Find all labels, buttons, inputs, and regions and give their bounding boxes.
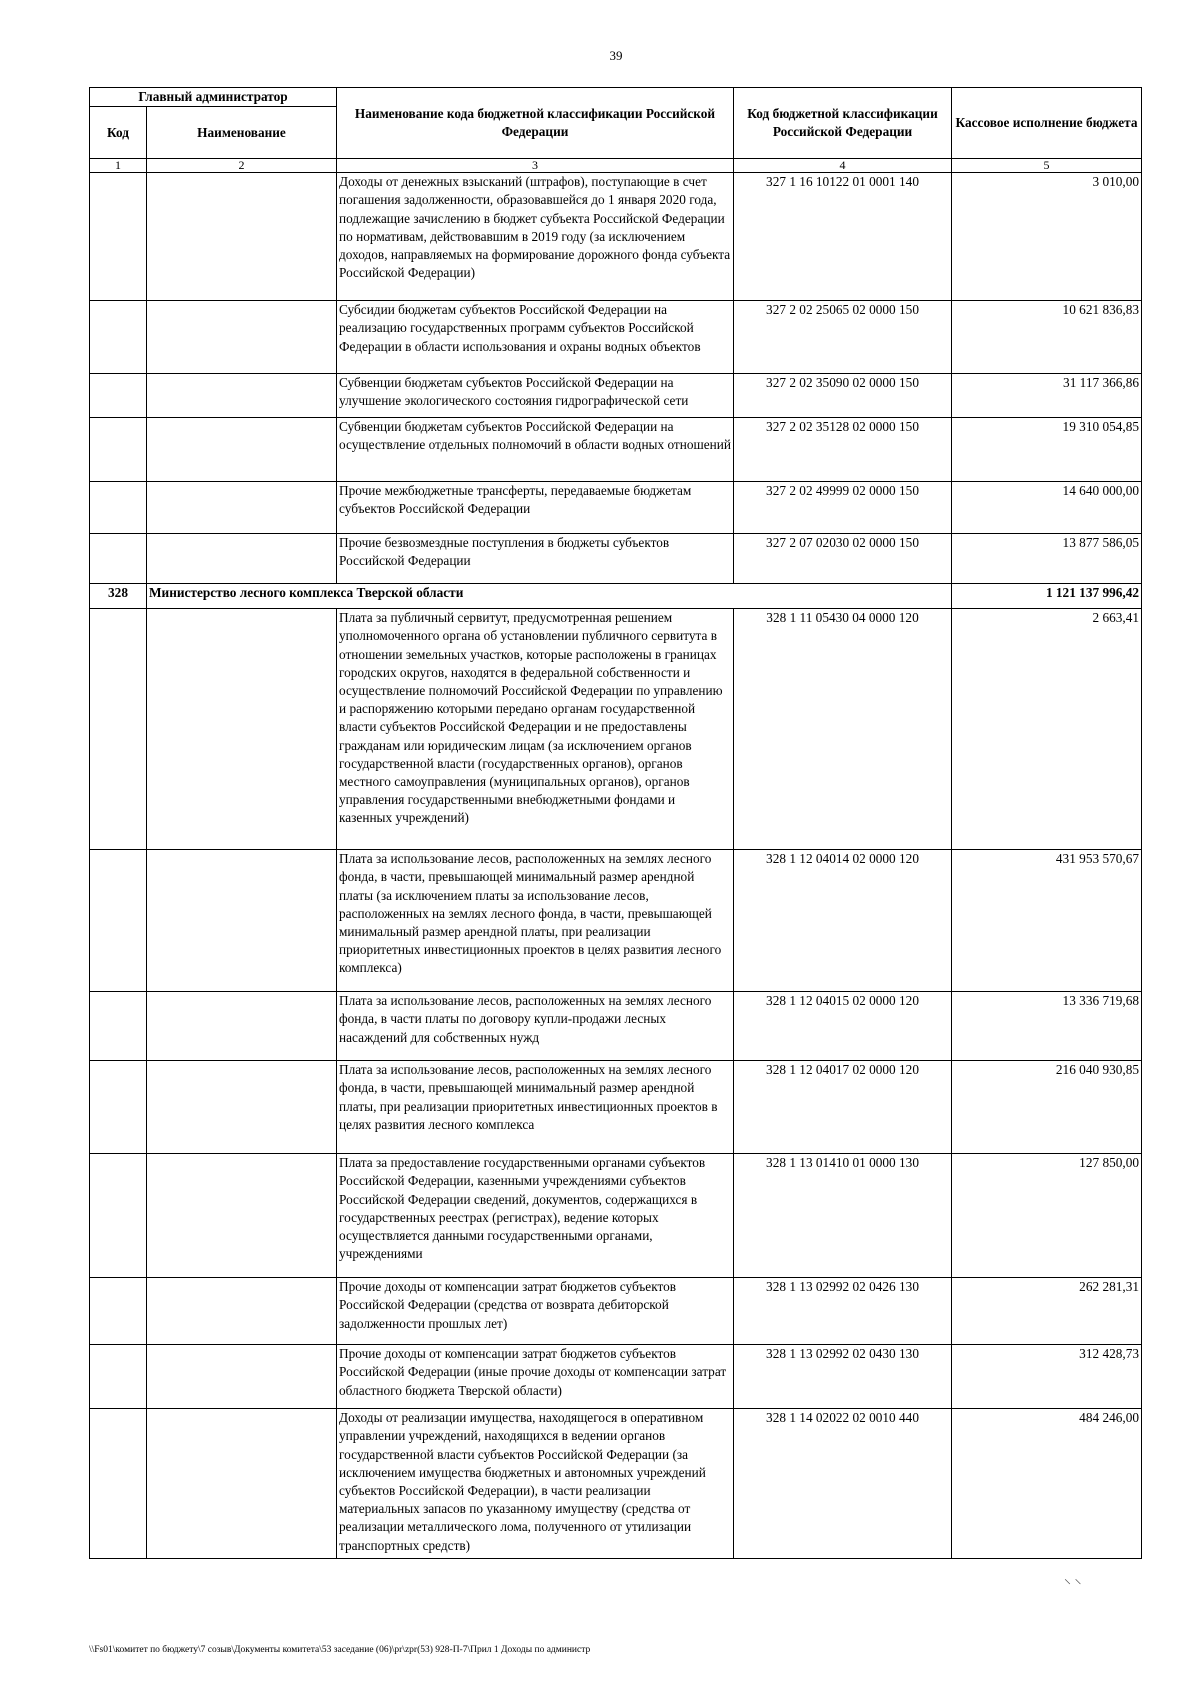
row-classification-code: 328 1 12 04014 02 0000 120 <box>734 850 952 992</box>
row-amount: 216 040 930,85 <box>952 1061 1142 1154</box>
table-row <box>90 1345 1142 1409</box>
column-number: 3 <box>337 159 734 173</box>
section-code: 328 <box>90 584 147 609</box>
section-name: Министерство лесного комплекса Тверской области <box>147 584 734 609</box>
row-description: Субсидии бюджетам субъектов Российской Федерации на реализацию государственных программ субъектов Российской Федерации в области использования и охраны водных объектов <box>337 301 734 374</box>
header-classification-code: Код бюджетной классификации Российской Федерации <box>734 88 952 159</box>
table-row <box>90 301 1142 374</box>
column-number: 1 <box>90 159 147 173</box>
row-amount: 13 877 586,05 <box>952 534 1142 584</box>
row-classification-code: 327 2 02 35128 02 0000 150 <box>734 418 952 482</box>
table-row <box>90 1409 1142 1559</box>
scan-artifact: ⸌ ⸌ <box>1064 1578 1082 1593</box>
column-number: 4 <box>734 159 952 173</box>
table-row <box>90 482 1142 534</box>
revenue-table <box>89 87 1142 1559</box>
section-total: 1 121 137 996,42 <box>952 584 1142 609</box>
row-amount: 13 336 719,68 <box>952 992 1142 1061</box>
row-description: Доходы от денежных взысканий (штрафов), поступающие в счет погашения задолженности, образовавшейся до 1 января 2020 года, подлежащие зачислению в бюджет субъекта Российской Федерации по нормативам, действовавшим в 2019 году (за исключением доходов, направляемых на формирование дорожного фонда субъекта Российской Федерации) <box>337 173 734 301</box>
row-description: Прочие безвозмездные поступления в бюджеты субъектов Российской Федерации <box>337 534 734 584</box>
row-amount: 3 010,00 <box>952 173 1142 301</box>
row-description: Прочие межбюджетные трансферты, передаваемые бюджетам субъектов Российской Федерации <box>337 482 734 534</box>
row-amount: 10 621 836,83 <box>952 301 1142 374</box>
row-classification-code: 327 2 02 49999 02 0000 150 <box>734 482 952 534</box>
table-row <box>90 992 1142 1061</box>
section-row <box>90 584 1142 609</box>
row-description: Плата за использование лесов, расположенных на землях лесного фонда, в части, превышающей минимальный размер арендной платы, при реализации приоритетных инвестиционных проектов в целях развития лесного комплекса <box>337 1061 734 1154</box>
table-row <box>90 418 1142 482</box>
row-classification-code: 328 1 13 02992 02 0430 130 <box>734 1345 952 1409</box>
row-description: Плата за использование лесов, расположенных на землях лесного фонда, в части платы по договору купли-продажи лесных насаждений для собственных нужд <box>337 992 734 1061</box>
page-number: 39 <box>609 48 623 63</box>
row-classification-code: 327 2 02 25065 02 0000 150 <box>734 301 952 374</box>
row-amount: 19 310 054,85 <box>952 418 1142 482</box>
row-description: Плата за публичный сервитут, предусмотренная решением уполномоченного органа об установлении публичного сервитута в отношении земельных участков, которые расположены в границах городских округов, находятся в федеральной собственности и осуществление полномочий Российской Федерации по управлению и распоряжению которыми передано органам государственной власти субъектов Российской Федерации и не предоставлены гражданам или юридическим лицам (за исключением органов государственной власти (государственных органов), органов местного самоуправления (муниципальных органов), органов управления государственными внебюджетными фондами и казенных учреждений) <box>337 609 734 850</box>
column-numbers-row <box>90 159 1142 173</box>
row-description: Доходы от реализации имущества, находящегося в оперативном управлении учреждений, находящихся в ведении органов государственной власти субъектов Российской Федерации (за исключением имущества бюджетных и автономных учреждений субъектов Российской Федерации), в части реализации материальных запасов по указанному имуществу (средства от реализации металлического лома, полученного от утилизации транспортных средств) <box>337 1409 734 1559</box>
row-amount: 2 663,41 <box>952 609 1142 850</box>
row-classification-code: 328 1 12 04017 02 0000 120 <box>734 1061 952 1154</box>
table-row <box>90 374 1142 418</box>
table-row <box>90 609 1142 850</box>
row-description: Прочие доходы от компенсации затрат бюджетов субъектов Российской Федерации (средства от возврата дебиторской задолженности прошлых лет) <box>337 1278 734 1345</box>
row-classification-code: 328 1 13 02992 02 0426 130 <box>734 1278 952 1345</box>
header-classification-name: Наименование кода бюджетной классификации Российской Федерации <box>337 88 734 159</box>
table-row <box>90 1154 1142 1278</box>
header-code: Код <box>90 107 147 159</box>
row-amount: 127 850,00 <box>952 1154 1142 1278</box>
table-row <box>90 850 1142 992</box>
table-row <box>90 173 1142 301</box>
row-description: Плата за предоставление государственными органами субъектов Российской Федерации, казенными учреждениями субъектов Российской Федерации сведений, документов, содержащихся в государственных реестрах (регистрах), ведение которых осуществляется данными государственными органами, учреждениями <box>337 1154 734 1278</box>
row-classification-code: 328 1 14 02022 02 0010 440 <box>734 1409 952 1559</box>
table-row <box>90 534 1142 584</box>
row-description: Субвенции бюджетам субъектов Российской Федерации на осуществление отдельных полномочий в области водных отношений <box>337 418 734 482</box>
row-classification-code: 327 2 07 02030 02 0000 150 <box>734 534 952 584</box>
row-amount: 431 953 570,67 <box>952 850 1142 992</box>
row-description: Прочие доходы от компенсации затрат бюджетов субъектов Российской Федерации (иные прочие доходы от компенсации затрат областного бюджета Тверской области) <box>337 1345 734 1409</box>
table-row <box>90 1278 1142 1345</box>
table-row <box>90 1061 1142 1154</box>
row-amount: 14 640 000,00 <box>952 482 1142 534</box>
row-description: Субвенции бюджетам субъектов Российской Федерации на улучшение экологического состояния гидрографической сети <box>337 374 734 418</box>
row-classification-code: 328 1 11 05430 04 0000 120 <box>734 609 952 850</box>
header-main-administrator: Главный администратор <box>90 88 337 107</box>
footer-file-path: \\Fs01\комитет по бюджету\7 созыв\Документы комитета\53 заседание (06)\pr\zpr(53) 928-П-7\Прил 1 Доходы по администр <box>89 1645 591 1655</box>
header-name: Наименование <box>147 107 337 159</box>
row-amount: 262 281,31 <box>952 1278 1142 1345</box>
column-number: 2 <box>147 159 337 173</box>
row-classification-code: 327 1 16 10122 01 0001 140 <box>734 173 952 301</box>
header-budget-execution: Кассовое исполнение бюджета <box>952 88 1142 159</box>
row-amount: 484 246,00 <box>952 1409 1142 1559</box>
column-number: 5 <box>952 159 1142 173</box>
row-description: Плата за использование лесов, расположенных на землях лесного фонда, в части, превышающей минимальный размер арендной платы (за исключением платы за использование лесов, расположенных на землях лесного фонда, в части, превышающей минимальный размер арендной платы, при реализации приоритетных инвестиционных проектов в целях развития лесного комплекса) <box>337 850 734 992</box>
row-classification-code: 327 2 02 35090 02 0000 150 <box>734 374 952 418</box>
row-classification-code: 328 1 12 04015 02 0000 120 <box>734 992 952 1061</box>
row-amount: 312 428,73 <box>952 1345 1142 1409</box>
row-amount: 31 117 366,86 <box>952 374 1142 418</box>
row-classification-code: 328 1 13 01410 01 0000 130 <box>734 1154 952 1278</box>
